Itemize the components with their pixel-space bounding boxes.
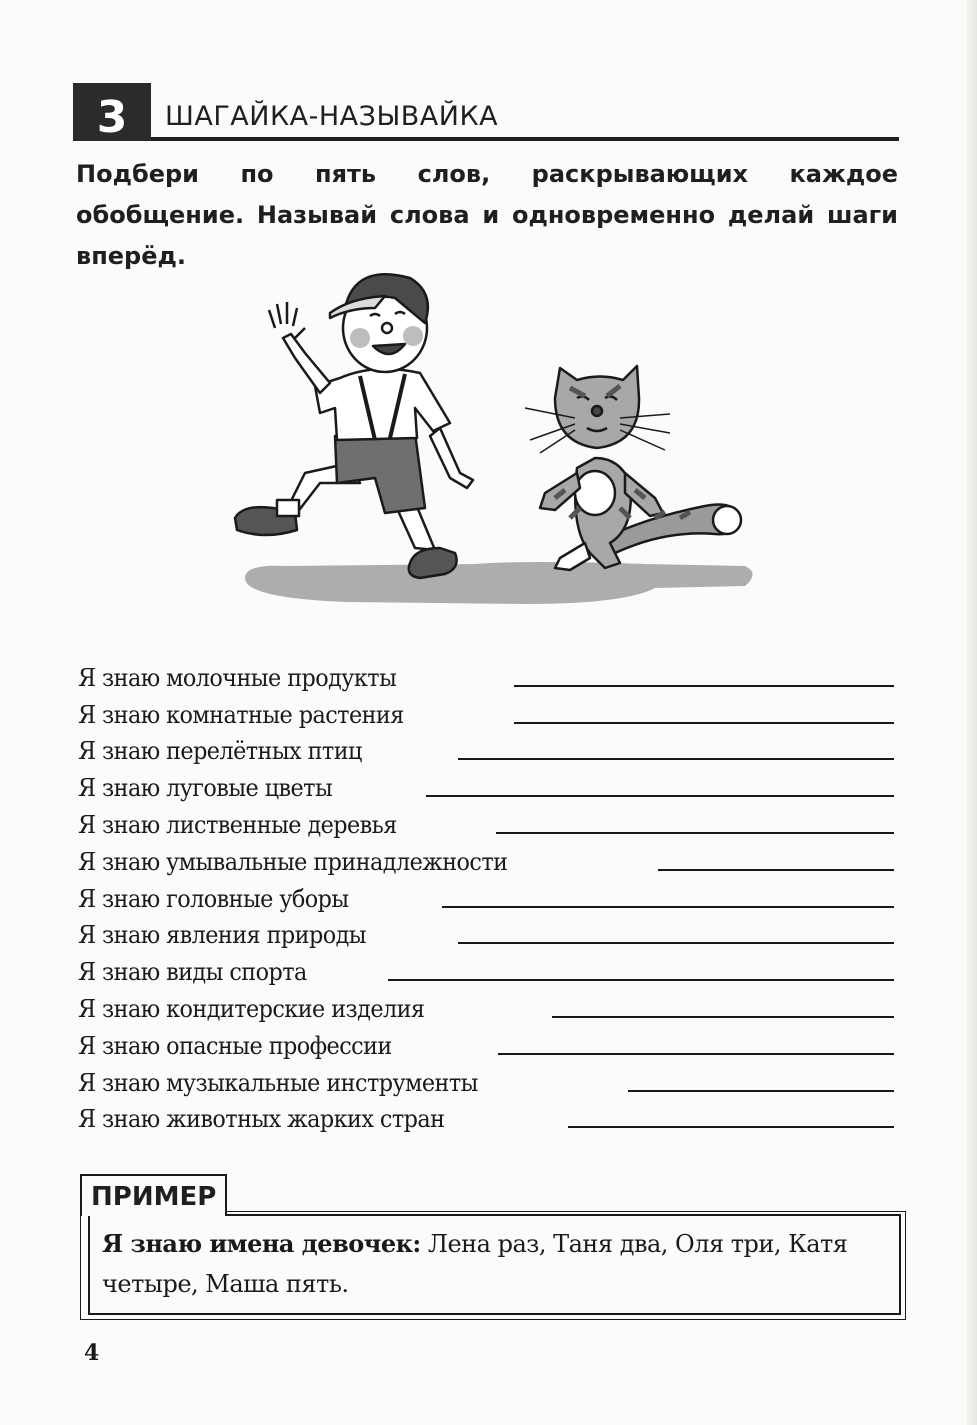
prompt-row [78, 987, 894, 1024]
prompt-row [78, 840, 894, 877]
task-number-badge: 3 [73, 83, 151, 141]
prompt-row [78, 730, 894, 767]
prompt-row [78, 1061, 894, 1098]
prompt-label: Я знаю опасные профессии [78, 1031, 392, 1060]
prompt-row [78, 1098, 894, 1135]
prompt-label: Я знаю головные уборы [78, 884, 349, 913]
prompt-row [78, 766, 894, 803]
prompt-row [78, 693, 894, 730]
answer-line[interactable] [442, 906, 894, 908]
prompt-label: Я знаю молочные продукты [78, 663, 397, 692]
header-rule [151, 137, 899, 141]
prompt-label: Я знаю луговые цветы [78, 774, 333, 803]
prompt-label: Я знаю лиственные деревья [78, 810, 397, 839]
example-body: Лена раз, Таня два, Оля три, Катя четыре, Маша пять. [102, 1230, 848, 1298]
answer-line[interactable] [498, 1053, 894, 1055]
answer-line[interactable] [458, 942, 894, 944]
prompt-row [78, 877, 894, 914]
prompt-label: Я знаю виды спорта [78, 958, 307, 987]
task-instruction: Подбери по пять слов, раскрывающих каждое обобщение. Называй слова и одновременно делай шаги вперёд. [76, 160, 898, 270]
example-lead: Я знаю имена девочек: [102, 1229, 421, 1258]
task-header [73, 83, 899, 141]
prompt-row [78, 950, 894, 987]
answer-line[interactable] [552, 1016, 894, 1018]
prompt-list [78, 656, 894, 1134]
answer-line[interactable] [658, 869, 894, 871]
prompt-row [78, 656, 894, 693]
answer-line[interactable] [426, 795, 894, 797]
example-text [102, 1224, 902, 1304]
task-title: ШАГАЙКА-НАЗЫВАЙКА [165, 101, 499, 132]
prompt-label: Я знаю музыкальные инструменты [78, 1068, 478, 1097]
prompt-label: Я знаю животных жарких стран [78, 1105, 445, 1134]
answer-line[interactable] [514, 722, 894, 724]
illustration-boy-cat-icon [225, 268, 775, 618]
prompt-label: Я знаю перелётных птиц [78, 737, 362, 766]
answer-line[interactable] [458, 758, 894, 760]
example-box [80, 1174, 906, 1320]
prompt-row [78, 1024, 894, 1061]
prompt-label: Я знаю кондитерские изделия [78, 994, 425, 1023]
answer-line[interactable] [628, 1090, 894, 1092]
answer-line[interactable] [388, 979, 894, 981]
prompt-label: Я знаю явления природы [78, 921, 366, 950]
prompt-row [78, 803, 894, 840]
prompt-label: Я знаю комнатные растения [78, 700, 404, 729]
prompt-label: Я знаю умывальные принадлежности [78, 847, 508, 876]
answer-line[interactable] [568, 1126, 894, 1128]
prompt-row [78, 914, 894, 951]
answer-line[interactable] [514, 685, 894, 687]
answer-line[interactable] [496, 832, 894, 834]
scan-page-edge [967, 0, 977, 1425]
example-label: ПРИМЕР [80, 1174, 227, 1216]
page-number: 4 [84, 1340, 100, 1366]
